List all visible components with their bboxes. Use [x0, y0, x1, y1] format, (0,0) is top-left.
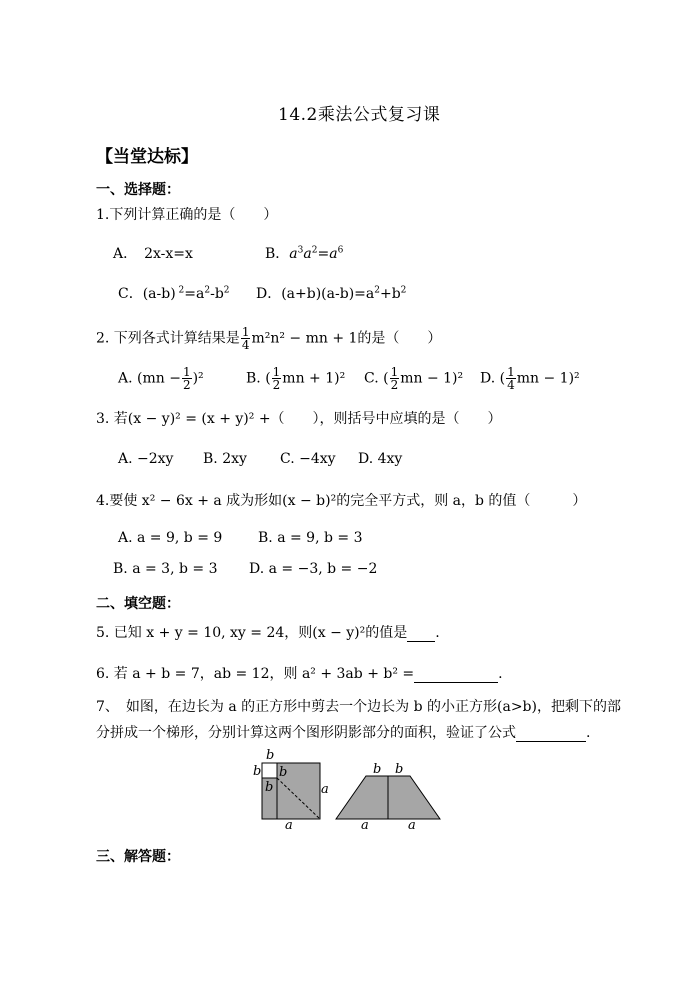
q3-stem: 3. 若(x − y)² = (x + y)² +（ ），则括号中应填的是（ ） — [96, 411, 502, 427]
q4-stem: 4.要使 x² − 6x + a 成为形如(x − b)²的完全平方式，则 a，b 的值（ ） — [96, 493, 587, 509]
q1-stem: 1.下列计算正确的是（ ） — [96, 207, 278, 223]
q1-option-c: C．(a-b) $^2=a^2-b^2$ — [118, 285, 230, 302]
label-a-trap-right: a — [408, 818, 416, 832]
label-b-inner: b — [279, 765, 288, 780]
part2-heading: 二、填空题： — [96, 596, 180, 612]
q2-option-d: D. ( $\frac{1}{4}$ mn − 1)² — [480, 365, 580, 392]
q4-option-b: B. a = 9, b = 3 — [258, 530, 363, 546]
label-b-strip: b — [265, 780, 274, 795]
q7-answer-blank[interactable] — [516, 727, 586, 742]
small-square-cut — [262, 763, 277, 778]
q7-figure — [248, 746, 448, 832]
label-a-trap-left: a — [361, 818, 369, 832]
label-b-trap-left: b — [373, 762, 382, 777]
part3-heading: 三、解答题： — [96, 849, 180, 865]
q5: 5. 已知 x + y = 10, xy = 24，则(x − y)²的值是 . — [96, 625, 440, 641]
q6: 6. 若 a + b = 7，ab = 12，则 a² + 3ab + b² = . — [96, 666, 503, 682]
q2-stem: 2. 下列各式计算结果是 $\frac{1}{4}$ m²n² − mn + 1的是（ ） — [96, 325, 442, 352]
label-a-bottom: a — [285, 818, 293, 832]
q6-answer-blank[interactable] — [414, 668, 498, 683]
q4-option-d: D. a = −3, b = −2 — [249, 561, 378, 577]
label-b-left: b — [253, 764, 262, 779]
q1-option-b: B．$a^3a^2=a^6$ — [265, 245, 344, 262]
q2-option-a: A. (mn − $\frac{1}{2}$ )² — [118, 365, 204, 392]
q4-option-a: A. a = 9, b = 9 — [118, 530, 223, 546]
label-a-right: a — [321, 782, 329, 797]
label-b-trap-right: b — [395, 762, 404, 777]
q3-option-c: C. −4xy — [280, 451, 336, 467]
label-b-top: b — [266, 748, 275, 763]
q5-answer-blank[interactable] — [407, 627, 435, 642]
q7-line2: 分拼成一个梯形，分别计算这两个图形阴影部分的面积，验证了公式 . — [96, 725, 591, 741]
q1-option-a: A． 2x-x=x — [113, 246, 193, 262]
q7-line1: 7、 如图，在边长为 a 的正方形中剪去一个边长为 b 的小正方形(a>b)，把剩下的部 — [96, 699, 621, 715]
section-heading: 【当堂达标】 — [96, 147, 198, 167]
q1-option-d: D．$(a+b)(a-b)=a^2+b^2$ — [256, 285, 407, 302]
q3-option-d: D. 4xy — [358, 451, 403, 467]
q2-option-b: B. ( $\frac{1}{2}$ mn + 1)² — [246, 365, 346, 392]
q3-option-a: A. −2xy — [118, 451, 174, 467]
q2-option-c: C. ( $\frac{1}{2}$ mn − 1)² — [364, 365, 464, 392]
q3-option-b: B. 2xy — [203, 451, 247, 467]
page-title: 14.2乘法公式复习课 — [278, 105, 441, 125]
q4-option-c: B. a = 3, b = 3 — [113, 561, 218, 577]
part1-heading: 一、选择题： — [96, 182, 180, 198]
q2-fraction: $\frac{1}{4}$ — [241, 325, 250, 352]
